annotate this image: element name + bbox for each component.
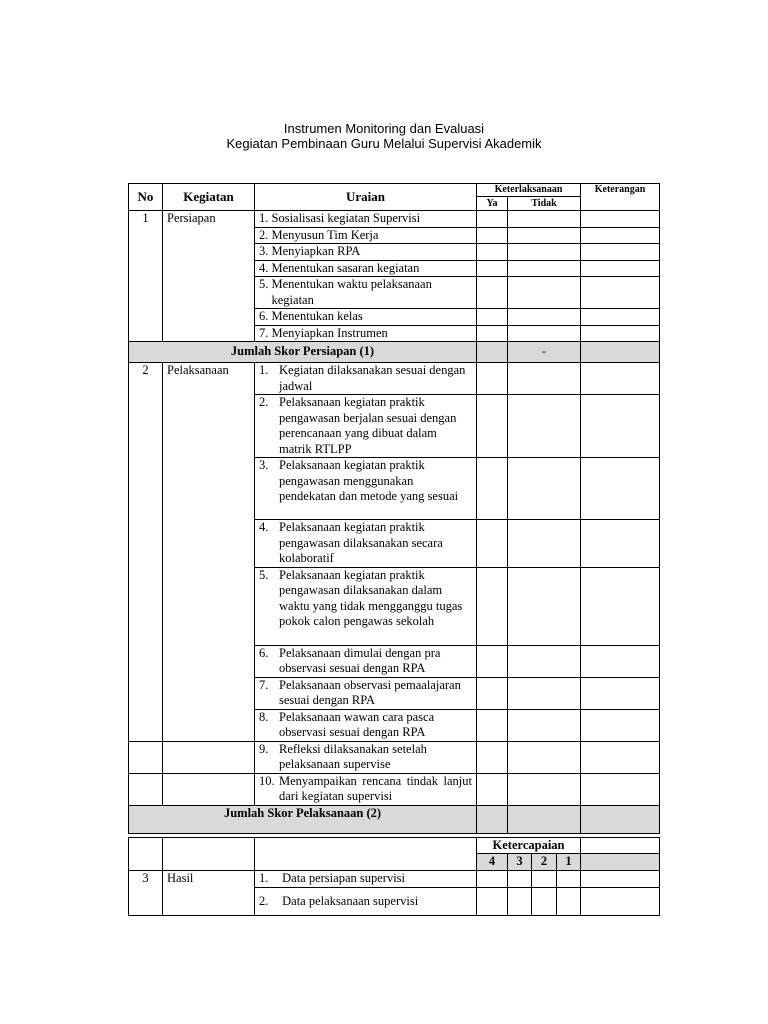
header-keterangan: Keterangan (581, 184, 660, 211)
uraian-item: 8. Pelaksanaan wawan cara pasca observasi sesuai dengan RPA (255, 709, 477, 741)
table-row (129, 773, 660, 805)
sum-tidak-value: - (508, 342, 581, 363)
document-title-line1: Instrumen Monitoring dan Evaluasi (283, 121, 485, 136)
header-kegiatan: Kegiatan (163, 184, 255, 211)
header-ya: Ya (477, 197, 508, 211)
document-title-line2: Kegiatan Pembinaan Guru Melalui Supervisi Akademik (226, 136, 542, 151)
table-row (129, 211, 660, 228)
uraian-item: 5. Menentukan waktu pelaksanaan kegiatan (255, 277, 477, 309)
ketercapaian-header-row (129, 837, 660, 854)
uraian-item: 3. Menyiapkan RPA (255, 244, 477, 261)
uraian-item: 7. Pelaksanaan observasi pemaalajaran sesuai dengan RPA (255, 677, 477, 709)
header-keterlaksanaan: Keterlaksanaan (477, 184, 581, 197)
uraian-item: 3. Pelaksanaan kegiatan praktik pengawasan menggunakan pendekatan dan metode yang sesuai (255, 458, 477, 520)
uraian-item: 1. Kegiatan dilaksanakan sesuai dengan jadwal (255, 363, 477, 395)
header-tidak: Tidak (508, 197, 581, 211)
sum-row (129, 805, 660, 833)
header-uraian: Uraian (255, 184, 477, 211)
uraian-item: 1. Sosialisasi kegiatan Supervisi (255, 211, 477, 228)
uraian-item: 9. Refleksi dilaksanakan setelah pelaksanaan supervise (255, 741, 477, 773)
monitoring-table (128, 183, 660, 916)
sum-label: Jumlah Skor Pelaksanaan (2) (129, 805, 477, 833)
uraian-item: 6. Pelaksanaan dimulai dengan pra observasi sesuai dengan RPA (255, 645, 477, 677)
section-number: 2 (129, 363, 163, 742)
level-2: 2 (532, 854, 557, 871)
section-kegiatan: Hasil (163, 870, 255, 915)
uraian-item: 7. Menyiapkan Instrumen (255, 325, 477, 342)
level-1: 1 (557, 854, 581, 871)
level-3: 3 (508, 854, 532, 871)
table-row (129, 741, 660, 773)
uraian-item: 4. Menentukan sasaran kegiatan (255, 260, 477, 277)
uraian-item: 10. Menyampaikan rencana tindak lanjut dari kegiatan supervisi (255, 773, 477, 805)
sum-row (129, 342, 660, 363)
uraian-item: 1. Data persiapan supervisi (255, 870, 477, 887)
uraian-item: 2. Pelaksanaan kegiatan praktik pengawasan berjalan sesuai dengan perencanaan yang dibuat dalam matrik RTLPP (255, 395, 477, 458)
section-number: 1 (129, 211, 163, 342)
section-kegiatan: Pelaksanaan (163, 363, 255, 742)
section-kegiatan: Persiapan (163, 211, 255, 342)
uraian-item: 4. Pelaksanaan kegiatan praktik pengawasan dilaksanakan secara kolaboratif (255, 520, 477, 568)
uraian-item: 2. Menyusun Tim Kerja (255, 227, 477, 244)
table-row (129, 870, 660, 887)
table-row (129, 363, 660, 395)
uraian-item: 6. Menentukan kelas (255, 309, 477, 326)
uraian-item: 2. Data pelaksanaan supervisi (255, 887, 477, 915)
section-number: 3 (129, 870, 163, 915)
uraian-item: 5. Pelaksanaan kegiatan praktik pengawasan dilaksanakan dalam waktu yang tidak mengganggu tugas pokok calon pengawas sekolah (255, 567, 477, 645)
level-4: 4 (477, 854, 508, 871)
ketercapaian-label: Ketercapaian (477, 837, 581, 854)
header-no: No (129, 184, 163, 211)
sum-label: Jumlah Skor Persiapan (1) (129, 342, 477, 363)
